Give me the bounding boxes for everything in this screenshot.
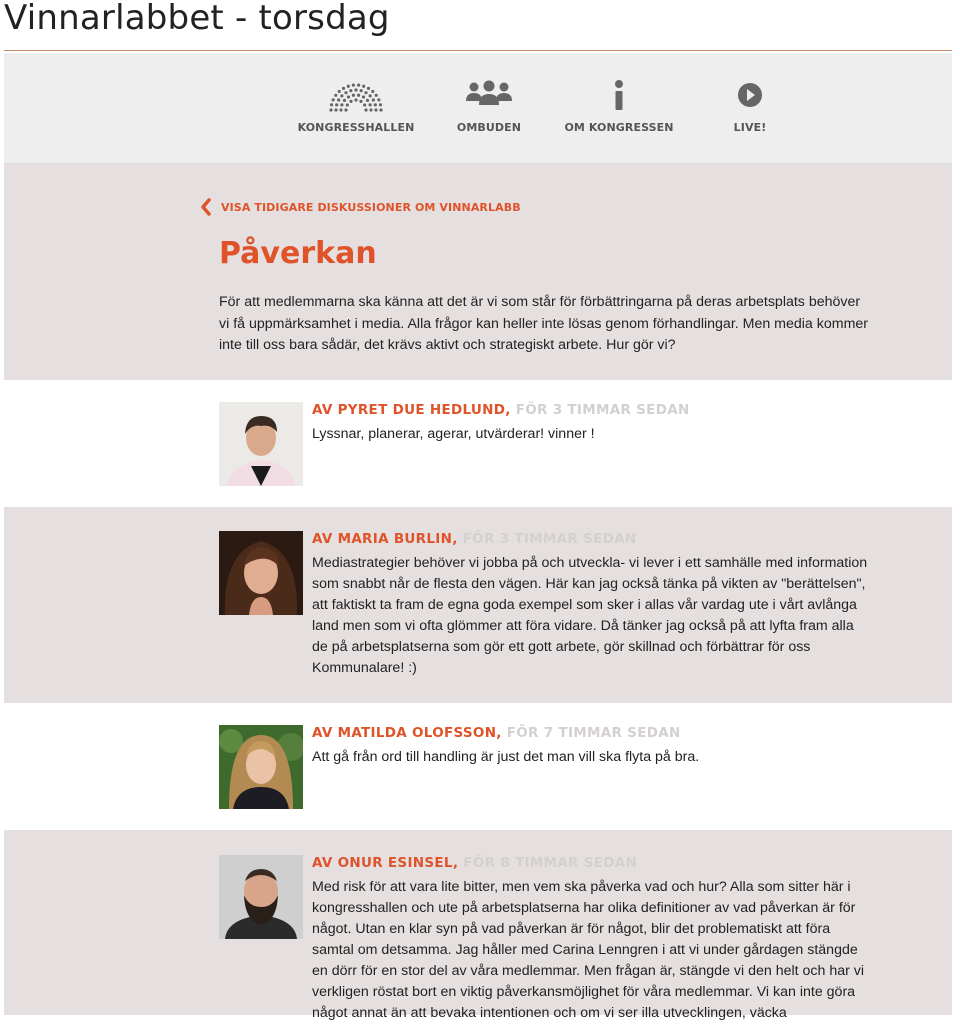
topic-intro [4,164,952,380]
comment-item [4,703,952,830]
comment-header [312,725,681,741]
comment-author[interactable]: AV ONUR ESINSEL, [312,855,459,871]
back-link[interactable] [199,198,521,216]
comment-author[interactable]: AV MATILDA OLOFSSON, [312,725,502,741]
nav-label: OM KONGRESSEN [564,121,674,134]
title-divider [4,50,952,51]
comment-author[interactable]: AV PYRET DUE HEDLUND, [312,402,511,418]
nav-item-ombuden[interactable] [450,53,528,163]
comment-header [312,402,690,418]
back-link-label: VISA TIDIGARE DISKUSSIONER OM VINNARLABB [221,200,521,214]
nav-item-live[interactable] [722,53,778,163]
top-navigation [4,53,952,164]
comment-time: FÖR 3 TIMMAR SEDAN [515,402,690,418]
parliament-icon [326,75,386,115]
play-icon [736,75,764,115]
nav-label: LIVE! [733,121,767,134]
comment-time: FÖR 7 TIMMAR SEDAN [506,725,681,741]
comment-item [4,507,952,703]
avatar [219,725,303,809]
comment-item [4,381,952,507]
comment-time: FÖR 3 TIMMAR SEDAN [462,531,637,547]
avatar [219,531,303,615]
page-title: Vinnarlabbet - torsdag [4,0,390,38]
comment-item [4,830,952,1021]
nav-label: KONGRESSHALLEN [297,121,415,134]
avatar [219,402,303,486]
comment-header [312,855,637,871]
avatar [219,855,303,939]
comment-text: Lyssnar, planerar, agerar, utvärderar! vinner ! [312,426,595,442]
nav-label: OMBUDEN [456,121,522,134]
people-icon [465,75,513,115]
topic-heading: Påverkan [219,236,377,271]
nav-item-om-kongressen[interactable] [562,53,676,163]
comment-time: FÖR 8 TIMMAR SEDAN [463,855,638,871]
comment-text: Med risk för att vara lite bitter, men vem ska påverka vad och hur? Alla som sitter här i kongresshallen och ute på arbetsplatserna har olika definitioner av vad påverkan är för något. Utan en klar syn på vad påverkan är för något, blir det problematiskt att föra samtal om detsamma. Jag håller med Carina Lenngren i att vi under gårdagen stängde en dörr för en stor del av våra medlemmar. Men frågan är, stängde vi den helt och har vi verkligen röstat bort en viktig påverkansmöjlighet för våra medlemmar. Vi kan inte göra något annat än att bevaka intentionen och om vi ser illa utvecklingen, väcka [312,879,865,1021]
info-icon [612,75,626,115]
comment-text: Mediastrategier behöver vi jobba på och utveckla- vi lever i ett samhälle med information som snabbt når de flesta den vägen. Här kan jag också tänka på vikten av "berättelsen", att faktiskt ta fram de egna goda exempel som sker i allas vår vardag ute i vårt avlånga land men som vi ofta glömmer att föra vidare. Då tänker jag också på att lyfta fram alla de på arbetsplatserna som gör ett gott arbete, gör skillnad och förbättrar för oss Kommunalare! :) [312,555,868,676]
topic-description: För att medlemmarna ska känna att det är vi som står för förbättringarna på deras arbetsplats behöver vi få uppmärksamhet i media. Alla frågor kan heller inte lösas genom förhandlingar. Men media kommer inte till oss bara sådär, det krävs aktivt och strategiskt arbete. Hur gör vi? [219,294,869,353]
comment-author[interactable]: AV MARIA BURLIN, [312,531,458,547]
comment-text: Att gå från ord till handling är just det man vill ska flyta på bra. [312,749,700,765]
nav-item-kongresshallen[interactable] [297,53,415,163]
chevron-left-icon [199,198,213,216]
comment-header [312,531,636,547]
